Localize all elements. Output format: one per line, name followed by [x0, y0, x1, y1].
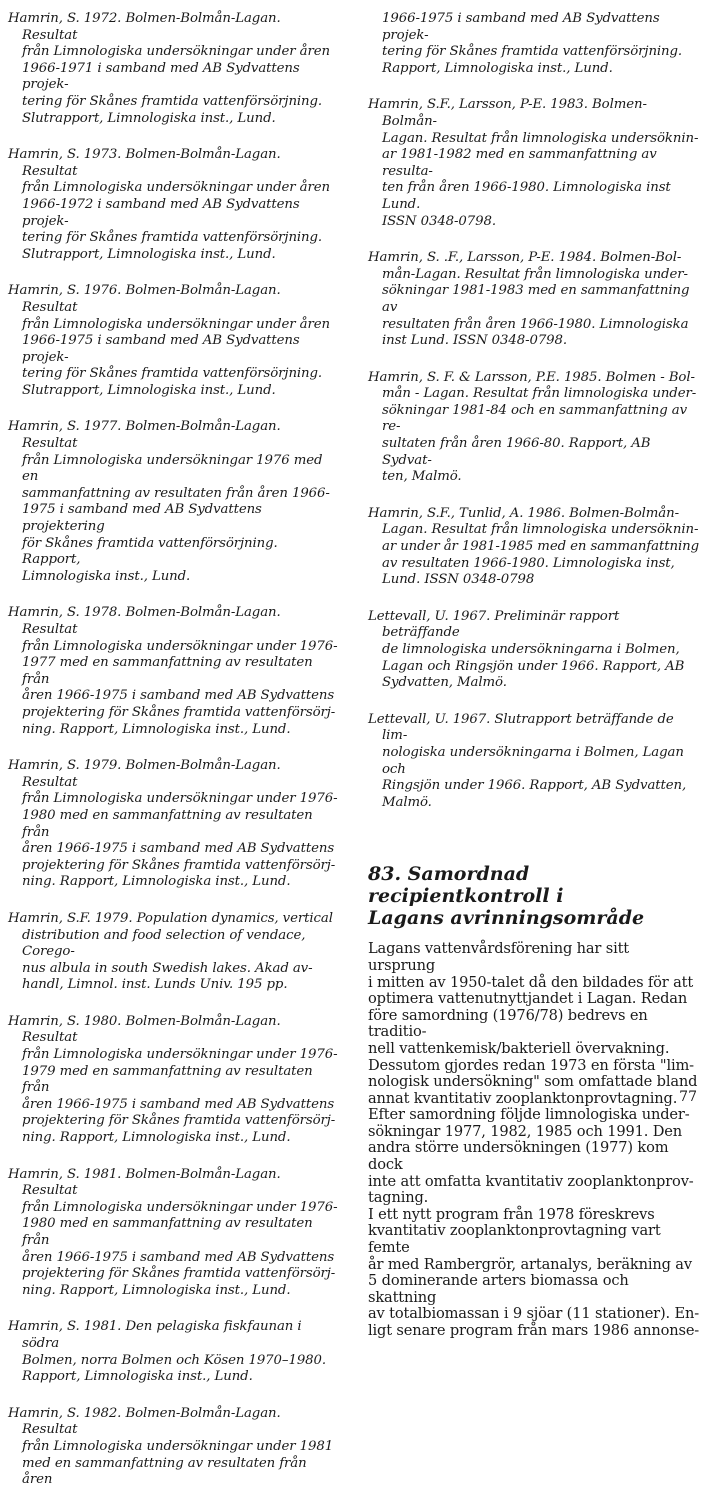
reference-entry: Hamrin, S.F. 1979. Population dynamics, vertical distribution and food selection of vendace, Corego- nus albula in south Swedish lakes. Akad av- handl, Limnol. inst. Lunds Univ. 195 pp.	[8, 910, 333, 993]
reference-list-left	[8, 0, 338, 1489]
reference-entry: Hamrin, S. 1981. Den pelagiska fiskfaunan i södra Bolmen, norra Bolmen och Kösen 1970–1980. Rapport, Limnologiska inst., Lund.	[8, 1319, 327, 1385]
section-heading: 83. Samordnad recipientkontroll i Lagans avrinningsområde	[368, 863, 645, 930]
body-paragraph: Lagans vattenvårdsförening har sitt ursprung i mitten av 1950-talet då den bildades för att optimera vattenutnyttjandet i Lagan. Redan före samordning (1976/78) bedrevs en traditio- nell vattenkemisk/bakteriell övervakning. Dessutom gjordes redan 1973 en första "lim- nologisk undersökning" som omfattade bland annat kvantitativ zooplanktonprovtagning. Efter samordning följde limnologiska under- sökningar 1977, 1982, 1985 och 1991. Den andra större undersökningen (1977) kom dock inte att omfatta kvantitativ zooplanktonprov- tagning.	[368, 940, 698, 1207]
reference-entry: Hamrin, S. 1977. Bolmen-Bolmån-Lagan. Resultat från Limnologiska undersökningar 1976 med en sammanfattning av resultaten från åren 1966- 1975 i samband med AB Sydvattens projektering för Skånes framtida vattenförsörjning. Rapport, Limnologiska inst., Lund.	[8, 419, 330, 584]
page-number: 77	[679, 1089, 697, 1105]
reference-entry: Hamrin, S. 1981. Bolmen-Bolmån-Lagan. Resultat från Limnologiska undersökningar under 1976- 1980 med en sammanfattning av resultaten från åren 1966-1975 i samband med AB Sydvattens projektering för Skånes framtida vattenförsörj- ning. Rapport, Limnologiska inst., Lund.	[8, 1166, 338, 1298]
reference-entry: Hamrin, S. 1980. Bolmen-Bolmån-Lagan. Resultat från Limnologiska undersökningar under 1976- 1979 med en sammanfattning av resultaten från åren 1966-1975 i samband med AB Sydvattens projektering för Skånes framtida vattenförsörj- ning. Rapport, Limnologiska inst., Lund.	[8, 1013, 338, 1146]
reference-entry: Hamrin, S. 1973. Bolmen-Bolmån-Lagan. Resultat från Limnologiska undersökningar under åren 1966-1972 i samband med AB Sydvattens projek- tering för Skånes framtida vattenförsörjning. Slutrapport, Limnologiska inst., Lund.	[8, 147, 330, 262]
reference-entry: Hamrin, S. 1979. Bolmen-Bolmån-Lagan. Resultat från Limnologiska undersökningar under 1976- 1980 med en sammanfattning av resultaten från åren 1966-1975 i samband med AB Sydvattens projektering för Skånes framtida vattenförsörj- ning. Rapport, Limnologiska inst., Lund.	[8, 758, 338, 890]
body-paragraph: I ett nytt program från 1978 föreskrevs kvantitativ zooplanktonprovtagning vart femte år med Rambergrör, artanalys, beräkning av 5 dominerande arters biomassa och skattning av totalbiomassan i 9 sjöar (11 stationer). En- ligt senare program från mars 1986 annonse-	[368, 1205, 700, 1339]
reference-entry: Hamrin, S. 1976. Bolmen-Bolmån-Lagan. Resultat från Limnologiska undersökningar under åren 1966-1975 i samband med AB Sydvattens projek- tering för Skånes framtida vattenförsörjning. Slutrapport, Limnologiska inst., Lund.	[8, 283, 330, 398]
reference-entry: Lettevall, U. 1967. Preliminär rapport beträffande de limnologiska undersökningarna i Bolmen, Lagan och Ringsjön under 1966. Rapport, AB Sydvatten, Malmö.	[368, 608, 685, 691]
reference-entry: Hamrin, S. 1978. Bolmen-Bolmån-Lagan. Resultat från Limnologiska undersökningar under 1976- 1977 med en sammanfattning av resultaten från åren 1966-1975 i samband med AB Sydvattens projektering för Skånes framtida vattenförsörj- ning. Rapport, Limnologiska inst., Lund.	[8, 605, 338, 737]
reference-entry: Lettevall, U. 1967. Slutrapport beträffande de lim- nologiska undersökningarna i Bolmen, Lagan och Ringsjön under 1966. Rapport, AB Sydvatten, Malmö.	[368, 711, 687, 810]
reference-entry: Hamrin, S.F., Tunlid, A. 1986. Bolmen-Bolmån- Lagan. Resultat från limnologiska undersöknin- ar under år 1981-1985 med en sammanfattning av resultaten 1966-1980. Limnologiska inst, Lund. ISSN 0348-0798	[368, 505, 699, 588]
reference-continuation: 1966-1975 i samband med AB Sydvattens projek- tering för Skånes framtida vattenförsörjning. Rapport, Limnologiska inst., Lund.	[382, 11, 683, 76]
reference-entry: Hamrin, S.F., Larsson, P-E. 1983. Bolmen-Bolmån- Lagan. Resultat från limnologiska undersöknin- ar 1981-1982 med en sammanfattning av resulta- ten från åren 1966-1980. Limnologiska inst Lund. ISSN 0348-0798.	[368, 97, 699, 229]
reference-list-right	[368, 0, 700, 1340]
reference-entry: Hamrin, S. F. & Larsson, P.E. 1985. Bolmen - Bol- mån - Lagan. Resultat från limnologiska under- sökningar 1981-84 och en sammanfattning av re- sultaten från åren 1966-80. Rapport, AB Sydvat- ten, Malmö.	[368, 369, 697, 485]
reference-entry: Hamrin, S. .F., Larsson, P-E. 1984. Bolmen-Bol- mån-Lagan. Resultat från limnologiska under- sökningar 1981-1983 med en sammanfattning av resultaten från åren 1966-1980. Limnologiska inst Lund. ISSN 0348-0798.	[368, 250, 690, 349]
reference-entry: Hamrin, S. 1982. Bolmen-Bolmån-Lagan. Resultat från Limnologiska undersökningar under 1981 med en sammanfattning av resultaten från åren	[8, 1405, 334, 1488]
reference-entry: Hamrin, S. 1972. Bolmen-Bolmån-Lagan. Resultat från Limnologiska undersökningar under åren 1966-1971 i samband med AB Sydvattens projek- tering för Skånes framtida vattenförsörjning. Slutrapport, Limnologiska inst., Lund.	[8, 11, 330, 126]
